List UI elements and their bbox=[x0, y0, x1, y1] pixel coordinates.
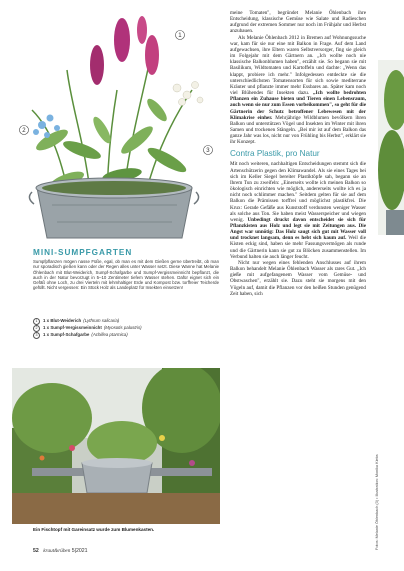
magazine-brand: kraut&rüben bbox=[43, 548, 71, 554]
legend-number: 2 bbox=[33, 325, 40, 332]
plant-legend bbox=[33, 318, 219, 339]
issue-number: 5|2021 bbox=[71, 548, 88, 554]
mini-box-text: Sumpfpflanzen mögen nasse Füße, egal, ob man es mit dem Gießen gerne übertreibt, ob man nur sporadisch gießen kann oder der Regen alles unter Wasser setzt. Diese Wanne hat Melanie Öhlenbach mit Blut-Weiderich, Sumpf-Schafgarbe und Sumpf-Vergissmeinnicht bepflanzt, die auch in der Natur bevorzugt in 5–10 Zentimeter tiefem Wasser stehen. Dafür eignet sich ein Gefäß ohne Loch, zu drei Vierteln mit lehmhaltiger Erde und Kompost bzw. torffreier Teicherde gefüllt. Nicht vergessen: Ein Stück Holz als Landeplatz für Insekten einsetzen! bbox=[33, 259, 219, 291]
bold-quote: „Ich wollte bedrohten Pflanzen ein Zuhause bieten und Tieren einen Lebensraum, auch wenn sie nur zum Essen vorbeikommen", so geht für die Gärtnerin der Schutz betroffener Lebewesen mit der Klimakrise einher. bbox=[230, 90, 366, 121]
legend-item bbox=[33, 325, 219, 332]
legend-latin-name: (Achillea ptarmica) bbox=[91, 332, 128, 338]
planter-illustration bbox=[12, 10, 217, 242]
paragraph-text: Als Melanie Öhlenbach 2012 in Bremen auf Wohnungssuche war, kam für sie nur eine mit Balkon in Frage. Auf dem Land aufgewachsen, ihre Eltern waren Selbstversorger, fing sie gleich im Folgejahr mit dem Gärtnern an. „Ich wollte noch nie klassische Balkonblumen haben", erzählt sie. So begann sie mit Basilikum, Wildtomaten und Kartoffeln und dachte: „Wenn das klappt, probiere ich mehr." Infolgedessen entdeckte sie die unterschiedlichsten Tomatensorten für sich sowie mediterrane Kräuter und pflanzte immer mehr Essbares an. Später kam noch viel Blühendes für Insekten dazu. bbox=[230, 34, 366, 97]
legend-plant-name: 1 x Sumpf-Vergissmeinnicht bbox=[43, 325, 102, 331]
zinc-tub bbox=[29, 178, 198, 238]
legend-plant-name: 1 x Sumpf-Schafgarbe bbox=[43, 332, 90, 338]
legend-plant-name: 1 x Blut-Weiderich bbox=[43, 318, 82, 324]
legend-item bbox=[33, 332, 219, 339]
article-paragraph bbox=[230, 35, 366, 146]
bold-passage: Unbedingt druckt davon entscheidet sie sich für Pflanzkisten aus Holz und legt sie mit Zeitungen aus. Die Angst war unnötig: Das Holz saugt sich gut mit Wasser voll und trocknet langsam, denn es hebt sich kaum auf. bbox=[230, 216, 366, 242]
legend-number: 1 bbox=[33, 318, 40, 325]
edge-plant-photo bbox=[378, 60, 404, 235]
page-number: 52 bbox=[33, 548, 39, 554]
page-footer bbox=[33, 548, 88, 554]
legend-latin-name: (Myosotis palustris) bbox=[103, 325, 142, 331]
article-paragraph: Nicht nur wegen eines fehlenden Anschlusses auf ihrem Balkon behandelt Melanie Öhlenbach Wasser als rares Gut. „Ich gieße mit aufgefangenem Wasser vom Gemüse- und Obstwaschen", erzählt sie. Dazu steht sie morgens mit den Vögeln auf, damit die Pflanzen vor den heißen Stunden genügend Zeit haben, sich bbox=[230, 259, 366, 297]
yarrow-flowers bbox=[173, 82, 203, 106]
loosestrife-flowers bbox=[90, 16, 159, 85]
article-paragraph: meine Tomaten", begründet Melanie Öhlenbach ihre Entscheidung, klassische Gemüse wie Salate und Radieschen aufgrund der extremen Sommer nur noch im Frühjahr und Herbst anzubauen. bbox=[230, 10, 366, 35]
article-paragraph bbox=[230, 161, 366, 260]
svg-text:3: 3 bbox=[206, 148, 210, 155]
svg-text:2: 2 bbox=[22, 128, 26, 135]
legend-item bbox=[33, 318, 219, 325]
paragraph-text: Mehrjährige Wildblumen bevölkern ihren Balkon und unterstützen Vögel und Insekten im Winter mit ihren Samen und trockenen Stängeln. „Bei mir ist auf dem Balkon das ganze Jahr was los, nicht nur von Frühling bis Herbst", erklärt sie ihr Konzept. bbox=[230, 114, 366, 146]
paragraph-text: Mit noch weiteren, nachhaltigen Entscheidungen stemmt sich die Artenschützerin gegen den Klimawandel. Als sie eines Tages bei sich im Keller Siegel bereiter Plastiktöpfe sah, begann sie an Ihrem Tun zu zweifeln: „Einerseits wollte ich meinen Balkon so ökologisch einrichten wie möglich, andererseits wollte ich es ja nicht noch schlimmer machen." Seitdem gelten für sie auf dem Balkon die Prämissen torffrei und möglichst plastikfrei. Die Krux: Gerade Gefäße aus Kunststoff verdunsten weniger Wasser als solche aus Ton. Sie haben meist Wasserspeicher und wiegen wenig. bbox=[230, 161, 366, 223]
section-heading: Contra Plastik, pro Natur bbox=[230, 149, 320, 159]
photo-caption: Ein Fischtopf mit Gareinsatz wurde zum Blumenkasten. bbox=[33, 527, 155, 532]
mini-box-title: MINI-SUMPFGARTEN bbox=[33, 248, 133, 257]
photo-credit-text: Fotos: Melanie Öhlenbach (3) • Illustration: Monika Kiebs bbox=[375, 454, 379, 550]
article-column bbox=[230, 10, 366, 297]
paragraph-text: Weil die Kisten eckig sind, haben sie mehr Fassungsvermögen als runde und die Gärtnerin kann sie gut zu Blöcken zusammenstellen. Im Verbund halten sie auch länger feucht. bbox=[230, 235, 366, 260]
legend-latin-name: (Lythrum salicaria) bbox=[83, 318, 120, 324]
legend-number: 3 bbox=[33, 332, 40, 339]
svg-text:1: 1 bbox=[178, 33, 182, 40]
photo-credit bbox=[375, 420, 383, 550]
balcony-photo bbox=[12, 368, 220, 524]
